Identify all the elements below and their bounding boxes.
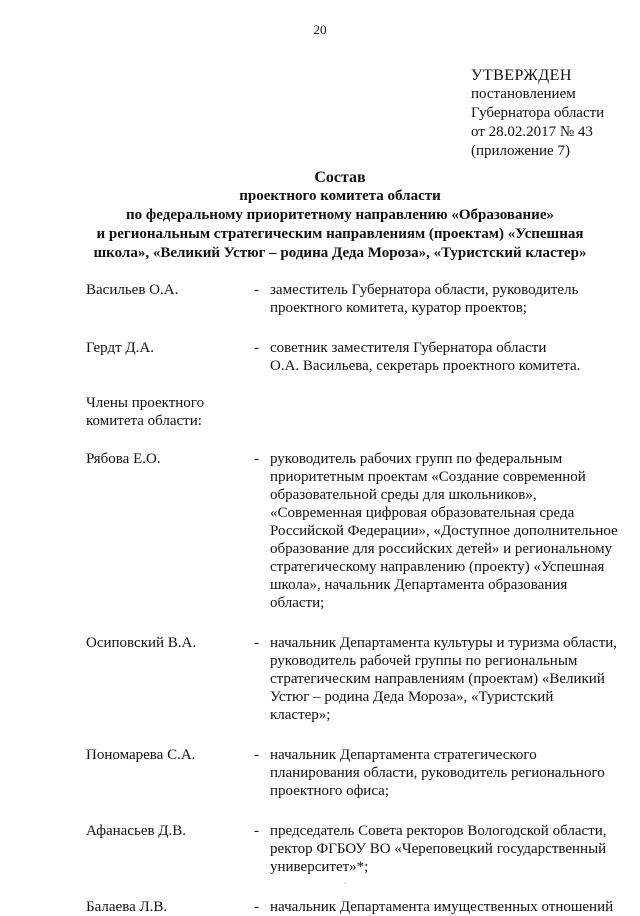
member-name: Пономарева С.А.: [86, 747, 196, 763]
role-line: советник заместителя Губернатора области: [270, 340, 547, 356]
member-role: [270, 450, 625, 612]
role-line: планирования области, руководитель регионального: [270, 765, 605, 781]
approval-line: Губернатора области: [471, 105, 605, 121]
member-role: [270, 746, 625, 800]
role-line: заместитель Губернатора области, руководитель: [270, 282, 579, 298]
member-row: [86, 634, 626, 724]
role-line: начальник Департамента имущественных отношений: [270, 899, 614, 915]
member-name: Гердт Д.А.: [86, 340, 154, 356]
role-line: ректор ФГБОУ ВО «Череповецкий государственный: [270, 841, 607, 857]
committee-members: [86, 281, 626, 916]
title-line: и региональным стратегическим направлениям (проектам) «Успешная: [96, 226, 584, 242]
title-line: по федеральному приоритетному направлению «Образование»: [126, 207, 554, 223]
member-row: [86, 450, 626, 612]
members-group-label: [86, 394, 236, 430]
member-row: [86, 281, 626, 317]
member-row: [86, 898, 626, 916]
role-line: Российской Федерации», «Доступное дополнительное: [270, 523, 618, 539]
role-line: начальник Департамента стратегического: [270, 747, 537, 763]
member-dash: -: [254, 635, 259, 651]
member-name: Рябова Е.О.: [86, 451, 161, 467]
member-dash: -: [254, 282, 259, 298]
member-name: Балаева Л.В.: [86, 899, 168, 915]
role-line: Устюг – родина Деда Мороза», «Туристский: [270, 689, 554, 705]
document-title: [60, 168, 620, 263]
member-dash: -: [254, 340, 259, 356]
title-line: проектного комитета области: [239, 188, 441, 204]
role-line: проектного комитета, куратор проектов;: [270, 300, 527, 316]
member-name: Васильев О.А.: [86, 282, 179, 298]
member-name: Осиповский В.А.: [86, 635, 197, 651]
role-line: области;: [270, 595, 325, 611]
role-line: «Современная цифровая образовательная среда: [270, 505, 575, 521]
member-row: [86, 822, 626, 876]
member-row: [86, 339, 626, 375]
role-line: кластер»;: [270, 707, 331, 723]
member-name: Афанасьев Д.В.: [86, 823, 187, 839]
approval-appendix: (приложение 7): [471, 143, 570, 159]
title-line: Состав: [314, 169, 366, 186]
member-role: [270, 634, 625, 724]
footer-mark: .: [344, 877, 346, 886]
approval-date: от 28.02.2017 № 43: [471, 124, 593, 140]
role-line: начальник Департамента культуры и туризма области,: [270, 635, 618, 651]
role-line: проектного офиса;: [270, 783, 389, 799]
member-role: [270, 339, 625, 375]
member-role: [270, 281, 625, 317]
role-line: школа», начальник Департамента образования: [270, 577, 568, 593]
member-row: [86, 746, 626, 800]
member-role: [270, 898, 625, 916]
member-dash: -: [254, 747, 259, 763]
page-number: 20: [313, 22, 327, 37]
member-dash: -: [254, 823, 259, 839]
group-label-line: Члены проектного: [86, 395, 205, 411]
member-dash: -: [254, 899, 259, 915]
approval-block: [471, 66, 604, 161]
approval-line: постановлением: [471, 86, 576, 102]
member-role: [270, 822, 625, 876]
role-line: приоритетным проектам «Создание современной: [270, 469, 586, 485]
role-line: стратегическому направлению (проекту) «Успешная: [270, 559, 605, 575]
approval-title: УТВЕРЖДЕН: [471, 67, 572, 84]
role-line: руководитель рабочей группы по региональным: [270, 653, 578, 669]
role-line: руководитель рабочих групп по федеральным: [270, 451, 563, 467]
role-line: председатель Совета ректоров Вологодской области,: [270, 823, 607, 839]
member-dash: -: [254, 451, 259, 467]
title-line: школа», «Великий Устюг – родина Деда Мороза», «Туристский кластер»: [93, 245, 587, 261]
role-line: стратегическим направлениям (проектам) «Великий: [270, 671, 605, 687]
group-label-line: комитета области:: [86, 413, 202, 429]
role-line: образовательной среды для школьников»,: [270, 487, 537, 503]
role-line: университет»*;: [270, 859, 369, 875]
role-line: образование для российских детей» и региональному: [270, 541, 613, 557]
role-line: О.А. Васильева, секретарь проектного комитета.: [270, 358, 581, 374]
